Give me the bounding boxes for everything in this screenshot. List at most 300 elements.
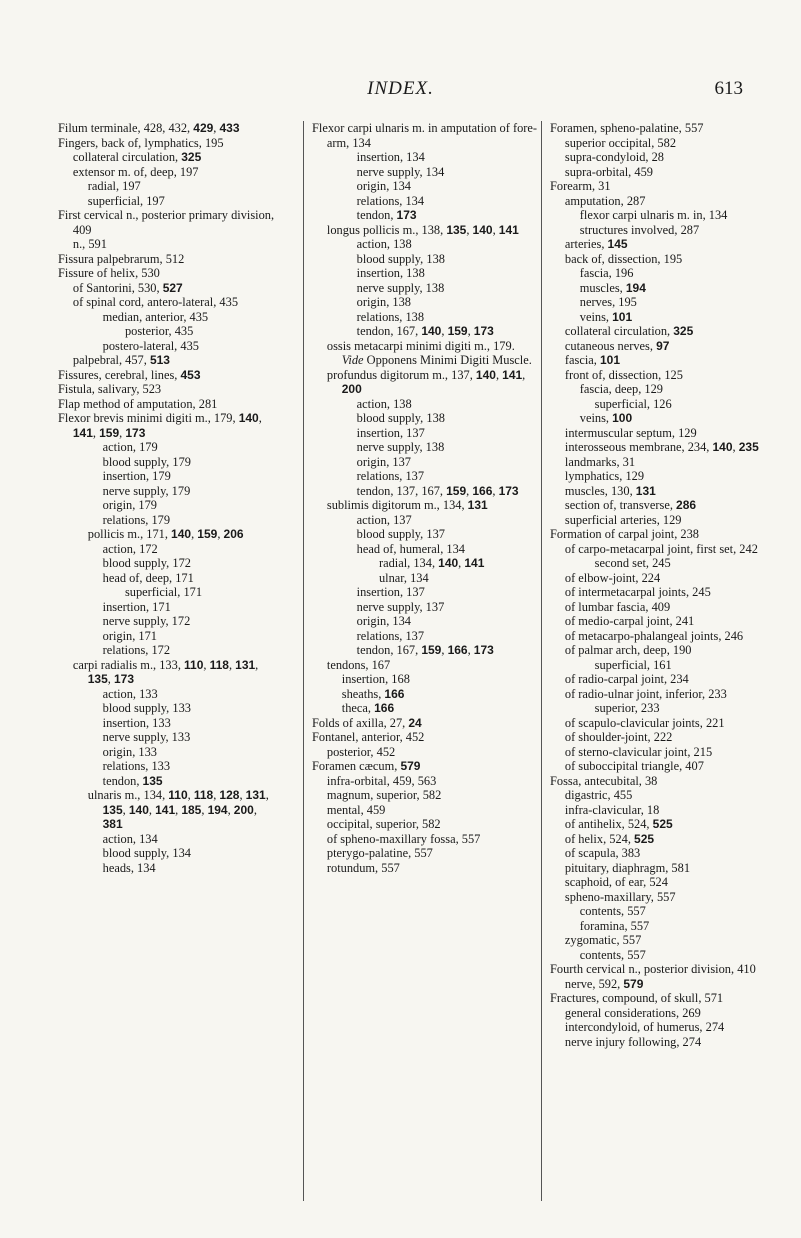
page-ref-bold: 453 [180,367,201,382]
index-entry [565,643,782,658]
entry-text: longus pollicis m., 138, [326,222,447,237]
entry-text: nerves, 195 [579,295,637,309]
entry-text: tendons, 167 [326,657,391,672]
entry-text: head of, deep, 171 [102,570,194,585]
index-entry [88,788,280,832]
entry-text: tendon, [356,208,397,222]
entry-text: action, 138 [356,396,412,411]
entry-text: collateral circulation, [564,324,674,338]
index-entry [580,919,782,934]
index-entry [580,411,782,426]
page-ref-bold: 166 [374,701,395,715]
entry-text: , [265,788,269,802]
index-entry [103,629,280,644]
entry-text: insertion, 138 [356,266,425,280]
entry-text: section of, transverse, [564,498,677,512]
entry-text: , [119,425,126,440]
index-entry [103,643,280,658]
entry-text: , [495,367,503,382]
entry-text: contents, 557 [579,947,646,962]
index-entry [103,846,280,861]
entry-text: of shoulder-joint, 222 [564,730,673,744]
index-entry [312,121,538,150]
page-header [0,78,801,102]
index-entry [580,223,782,238]
index-entry [58,397,280,412]
entry-text: contents, 557 [579,904,646,918]
index-entry [580,382,782,397]
entry-text: action, 134 [102,831,158,846]
entry-text: , [175,802,182,817]
page-ref-bold: 135 [87,672,108,686]
page-ref-bold: 135 [446,222,467,237]
index-entry [565,237,782,252]
index-entry [357,513,538,528]
page-ref-bold: 140 [421,324,442,338]
entry-text: , [217,527,224,541]
entry-text: nerve injury following, 274 [564,1034,702,1049]
entry-text: relations, 133 [102,759,171,773]
entry-text: infra-orbital, 459, 563 [326,773,437,788]
entry-text: arteries, [564,237,608,251]
page-ref-bold: 159 [447,324,468,338]
entry-text: head of, humeral, 134 [356,541,466,556]
index-entry [88,194,280,209]
entry-text: action, 138 [356,237,412,251]
index-entry [565,846,782,861]
entry-text: tendon, 137, 167, [356,483,447,498]
index-entry [327,803,538,818]
entry-text: superficial, 197 [87,193,165,208]
page-ref-bold: 140 [712,440,733,454]
entry-text: general considerations, 269 [564,1005,701,1020]
entry-text: blood supply, 138 [356,251,445,266]
page-ref-bold: 513 [149,353,170,367]
entry-text: supra-condyloid, 28 [564,150,664,164]
index-entry [565,716,782,731]
index-entry [103,310,280,325]
page-ref-bold: 235 [738,440,759,454]
index-entry [357,469,538,484]
index-entry [73,658,280,687]
page-ref-bold: 159 [421,643,442,657]
index-entry [550,962,782,977]
index-entry [565,788,782,803]
index-entry [580,281,782,296]
entry-text: origin, 137 [356,454,412,469]
entry-text: , [258,411,262,425]
page-ref-bold: 140 [472,222,493,237]
entry-text: , [187,788,194,802]
index-entry [58,208,280,237]
entry-text: nerve supply, 172 [102,614,191,628]
entry-text: of palmar arch, deep, 190 [564,643,692,657]
index-entry [327,498,538,513]
page-title: INDEX. [367,78,434,99]
index-entry [565,136,782,151]
index-entry [550,121,782,136]
entry-text: Foramen, spheno-palatine, 557 [550,121,704,135]
entry-text: , [458,556,465,570]
index-entry [103,730,280,745]
entry-text: , [466,483,473,498]
index-entry [58,368,280,383]
index-entry [73,295,280,310]
entry-text: blood supply, 138 [356,411,445,425]
page-ref-bold: 128 [219,788,240,802]
page-ref-bold: 166 [447,643,468,657]
entry-text: blood supply, 137 [356,527,445,541]
index-columns [58,121,768,1201]
entry-text: posterior, 452 [326,744,396,759]
page-ref-bold: 173 [473,643,494,657]
entry-text: sublimis digitorum m., 134, [326,498,468,512]
entry-text: of suboccipital triangle, 407 [564,759,704,773]
entry-text: carpi radialis m., 133, [72,657,185,672]
index-entry [357,266,538,281]
entry-text: postero-lateral, 435 [102,338,199,353]
index-entry [327,788,538,803]
index-entry [357,542,538,557]
index-entry [312,730,538,745]
entry-text: of radio-ulnar joint, inferior, 233 [564,686,727,701]
entry-text: muscles, 130, [564,483,636,498]
index-entry [580,266,782,281]
entry-text: relations, 138 [356,309,425,324]
entry-text: intercondyloid, of humerus, 274 [564,1020,725,1034]
page-ref-bold: 101 [612,309,633,324]
index-entry [379,556,538,571]
page-ref-bold: 24 [408,715,422,730]
index-entry [357,426,538,441]
page-ref-bold: 131 [467,498,488,512]
index-column-3 [541,121,782,1201]
index-entry [357,237,538,252]
index-entry [73,353,280,368]
index-entry [103,759,280,774]
entry-text: , [467,643,474,657]
entry-text: insertion, 133 [102,715,171,730]
index-entry [103,571,280,586]
page-ref-bold: 173 [396,208,417,222]
entry-text: , [203,657,210,672]
entry-text: nerve, 592, [564,976,624,991]
entry-text: origin, 138 [356,295,412,309]
entry-text: action, 133 [102,686,158,701]
entry-text: superficial, 161 [594,657,672,672]
entry-text: insertion, 137 [356,425,425,440]
entry-text: insertion, 134 [356,150,425,164]
index-entry [565,614,782,629]
index-entry [357,440,538,455]
index-entry [58,252,280,267]
entry-text: insertion, 179 [102,469,171,483]
page-ref-bold: 131 [235,657,256,672]
page-ref-bold: 135 [102,802,123,817]
entry-text: blood supply, 134 [102,846,191,860]
page-ref-bold: 140 [475,367,496,382]
page-ref-bold: 173 [113,672,135,686]
entry-text: First cervical n., posterior primary division, 409 [58,208,275,237]
entry-text: Flexor brevis minimi digiti m., 179, [58,411,239,425]
entry-text: median, anterior, 435 [102,309,209,324]
entry-text: origin, 171 [102,628,158,643]
index-entry [565,440,782,455]
index-entry [565,339,782,354]
index-entry [357,252,538,267]
entry-text: pterygo-palatine, 557 [326,846,433,860]
page-ref-bold: 118 [193,788,214,802]
entry-text: pollicis m., 171, [87,527,172,541]
page-ref-bold: 131 [245,788,266,802]
page-ref-bold: 527 [162,280,183,295]
index-entry [595,658,782,673]
entry-text: , [467,324,474,338]
index-entry [565,629,782,644]
entry-text: supra-orbital, 459 [564,164,653,179]
entry-text: of carpo-metacarpal joint, first set, 242 [564,541,758,556]
index-entry [565,803,782,818]
page-ref-bold: 140 [171,527,192,541]
entry-text: origin, 134 [356,614,412,628]
index-entry [58,382,280,397]
entry-text: action, 172 [102,541,158,556]
index-entry [73,237,280,252]
entry-text: ossis metacarpi minimi digiti m., 179. [326,338,515,353]
entry-text: veins, [579,411,613,425]
entry-text: , [122,802,129,817]
entry-text: , [227,802,234,817]
page-ref-bold: 206 [223,527,244,541]
entry-text: veins, [579,309,613,324]
entry-text: origin, 134 [356,179,412,193]
entry-text: sheaths, [341,686,385,701]
page-ref-bold: 159 [446,483,467,498]
entry-text: nerve supply, 133 [102,730,191,744]
index-column-2 [303,121,538,1201]
page-ref-bold: 110 [168,788,188,802]
entry-text: , [466,222,473,237]
index-entry [357,643,538,658]
index-entry [357,600,538,615]
entry-text: profundus digitorum m., 137, [326,367,476,382]
page-ref-bold: 141 [502,367,523,382]
entry-text: interosseous membrane, 234, [564,440,713,454]
entry-text: , [522,367,526,382]
page-ref-bold: 194 [625,280,646,295]
page-ref-bold: 200 [233,802,254,817]
entry-text: action, 137 [356,512,412,527]
index-entry [565,484,782,499]
index-entry [103,832,280,847]
index-entry [565,150,782,165]
entry-text: superficial arteries, 129 [564,512,682,527]
entry-text: , [92,425,100,440]
page-ref-bold: 173 [498,483,519,498]
entry-text: Fossa, antecubital, 38 [550,773,658,788]
index-entry [565,745,782,760]
index-entry [312,759,538,774]
index-entry [73,165,280,180]
index-entry [103,469,280,484]
entry-text: Fontanel, anterior, 452 [312,730,425,744]
page-ref-bold: 173 [125,425,146,440]
entry-text: Fistula, salivary, 523 [58,382,162,396]
entry-text: relations, 134 [356,193,425,208]
index-entry [103,542,280,557]
entry-text: insertion, 137 [356,585,425,599]
entry-text: of metacarpo-phalangeal joints, 246 [564,628,744,643]
entry-text: theca, [341,701,375,715]
page-ref-bold: 140 [438,556,459,570]
entry-text: palpebral, 457, [72,353,150,367]
index-entry [565,165,782,180]
entry-text: , [239,788,246,802]
index-entry [565,571,782,586]
index-entry [565,324,782,339]
entry-text: tendon, 167, [356,643,422,657]
entry-text: of scapula, 383 [564,846,641,860]
entry-text: Filum terminale, 428, 432, [58,121,194,135]
entry-text: , [253,802,257,817]
index-entry [312,716,538,731]
entry-text: relations, 137 [356,469,425,483]
index-entry [565,832,782,847]
index-entry [357,397,538,412]
entry-text: intermuscular septum, 129 [564,425,697,440]
index-entry [565,672,782,687]
index-entry [327,817,538,832]
index-entry [103,774,280,789]
entry-text: ulnar, 134 [378,570,429,585]
entry-text: flexor carpi ulnaris m. in, 134 [579,208,728,222]
page-ref-bold: 173 [473,324,494,338]
page-ref-bold: 579 [623,976,644,991]
page-ref-bold: 159 [197,527,218,541]
entry-text: Flap method of amputation, 281 [58,396,218,411]
page-ref-bold: 194 [207,802,228,817]
index-entry [565,730,782,745]
entry-text: nerve supply, 138 [356,440,445,454]
page-ref-bold: 286 [676,498,697,512]
entry-text: relations, 179 [102,512,171,527]
index-entry [327,745,538,760]
entry-text: of Santorini, 530, [72,280,163,295]
index-entry [103,687,280,702]
entry-text: n., 591 [72,237,107,251]
index-entry [580,948,782,963]
entry-text: heads, 134 [102,860,156,875]
entry-text: relations, 172 [102,643,171,657]
entry-text: of intermetacarpal joints, 245 [564,585,711,599]
entry-text: Formation of carpal joint, 238 [550,527,700,541]
page-ref-bold: 141 [498,222,519,237]
entry-text: of medio-carpal joint, 241 [564,614,695,628]
entry-text: , [732,440,739,454]
index-entry [550,991,782,1006]
entry-text: blood supply, 172 [102,556,191,570]
entry-text: extensor m. of, deep, 197 [72,164,199,179]
entry-text: insertion, 171 [102,599,171,614]
index-entry [103,556,280,571]
entry-text: back of, dissection, 195 [564,251,683,266]
index-entry [357,585,538,600]
entry-text: rotundum, 557 [326,860,400,875]
index-entry [327,223,538,238]
index-entry [357,310,538,325]
entry-text: Fissure of helix, 530 [58,266,160,280]
entry-text: Fissures, cerebral, lines, [58,367,181,382]
index-entry [58,266,280,281]
index-entry [580,295,782,310]
index-entry [595,701,782,716]
index-entry [565,890,782,905]
entry-text: , [213,788,220,802]
page-ref-bold: 97 [656,338,670,353]
index-entry [357,179,538,194]
entry-text: relations, 137 [356,628,425,643]
index-entry [565,368,782,383]
entry-text: foramina, 557 [579,918,650,933]
entry-text: , [107,672,114,686]
page-ref-bold: 141 [464,556,485,570]
index-entry [565,1006,782,1021]
entry-text: superficial, 171 [124,585,203,599]
page-ref-bold: 433 [219,121,240,135]
index-entry [357,165,538,180]
entry-text: , [441,324,448,338]
entry-text: radial, 197 [87,179,141,193]
index-entry [595,556,782,571]
index-entry [357,208,538,223]
index-entry [125,585,280,600]
entry-text: magnum, superior, 582 [326,788,442,802]
entry-text: insertion, 168 [341,672,410,686]
entry-text: posterior, 435 [124,324,194,338]
entry-text: muscles, [579,280,626,295]
page-ref-bold: 135 [142,773,163,788]
page-ref-bold: 131 [635,483,656,498]
index-entry [565,875,782,890]
entry-text: Flexor carpi ulnaris m. in amputation of fore-arm, 134 [312,121,538,150]
entry-text: , [228,657,236,672]
entry-text: lymphatics, 129 [564,469,645,483]
index-entry [565,817,782,832]
page-ref-bold: 325 [181,150,202,164]
entry-text: blood supply, 179 [102,454,191,469]
entry-text: tendon, 167, [356,324,422,338]
index-column-1 [58,121,280,1201]
index-entry [357,455,538,470]
index-entry [565,600,782,615]
entry-text: landmarks, 31 [564,454,636,469]
index-entry [357,484,538,499]
index-entry [565,977,782,992]
page-ref-bold: 118 [209,657,229,672]
page-ref-bold: 381 [102,817,123,831]
entry-text: , [441,643,448,657]
entry-text: of sterno-clavicular joint, 215 [564,744,713,759]
page-ref-bold: 145 [607,237,628,251]
index-entry [103,484,280,499]
entry-text: , [255,657,259,672]
index-entry [565,455,782,470]
entry-text: Fractures, compound, of skull, 571 [550,991,724,1005]
index-entry [327,368,538,397]
index-entry [103,455,280,470]
entry-text: Folds of axilla, 27, [312,715,409,730]
entry-text: fascia, [564,353,600,367]
